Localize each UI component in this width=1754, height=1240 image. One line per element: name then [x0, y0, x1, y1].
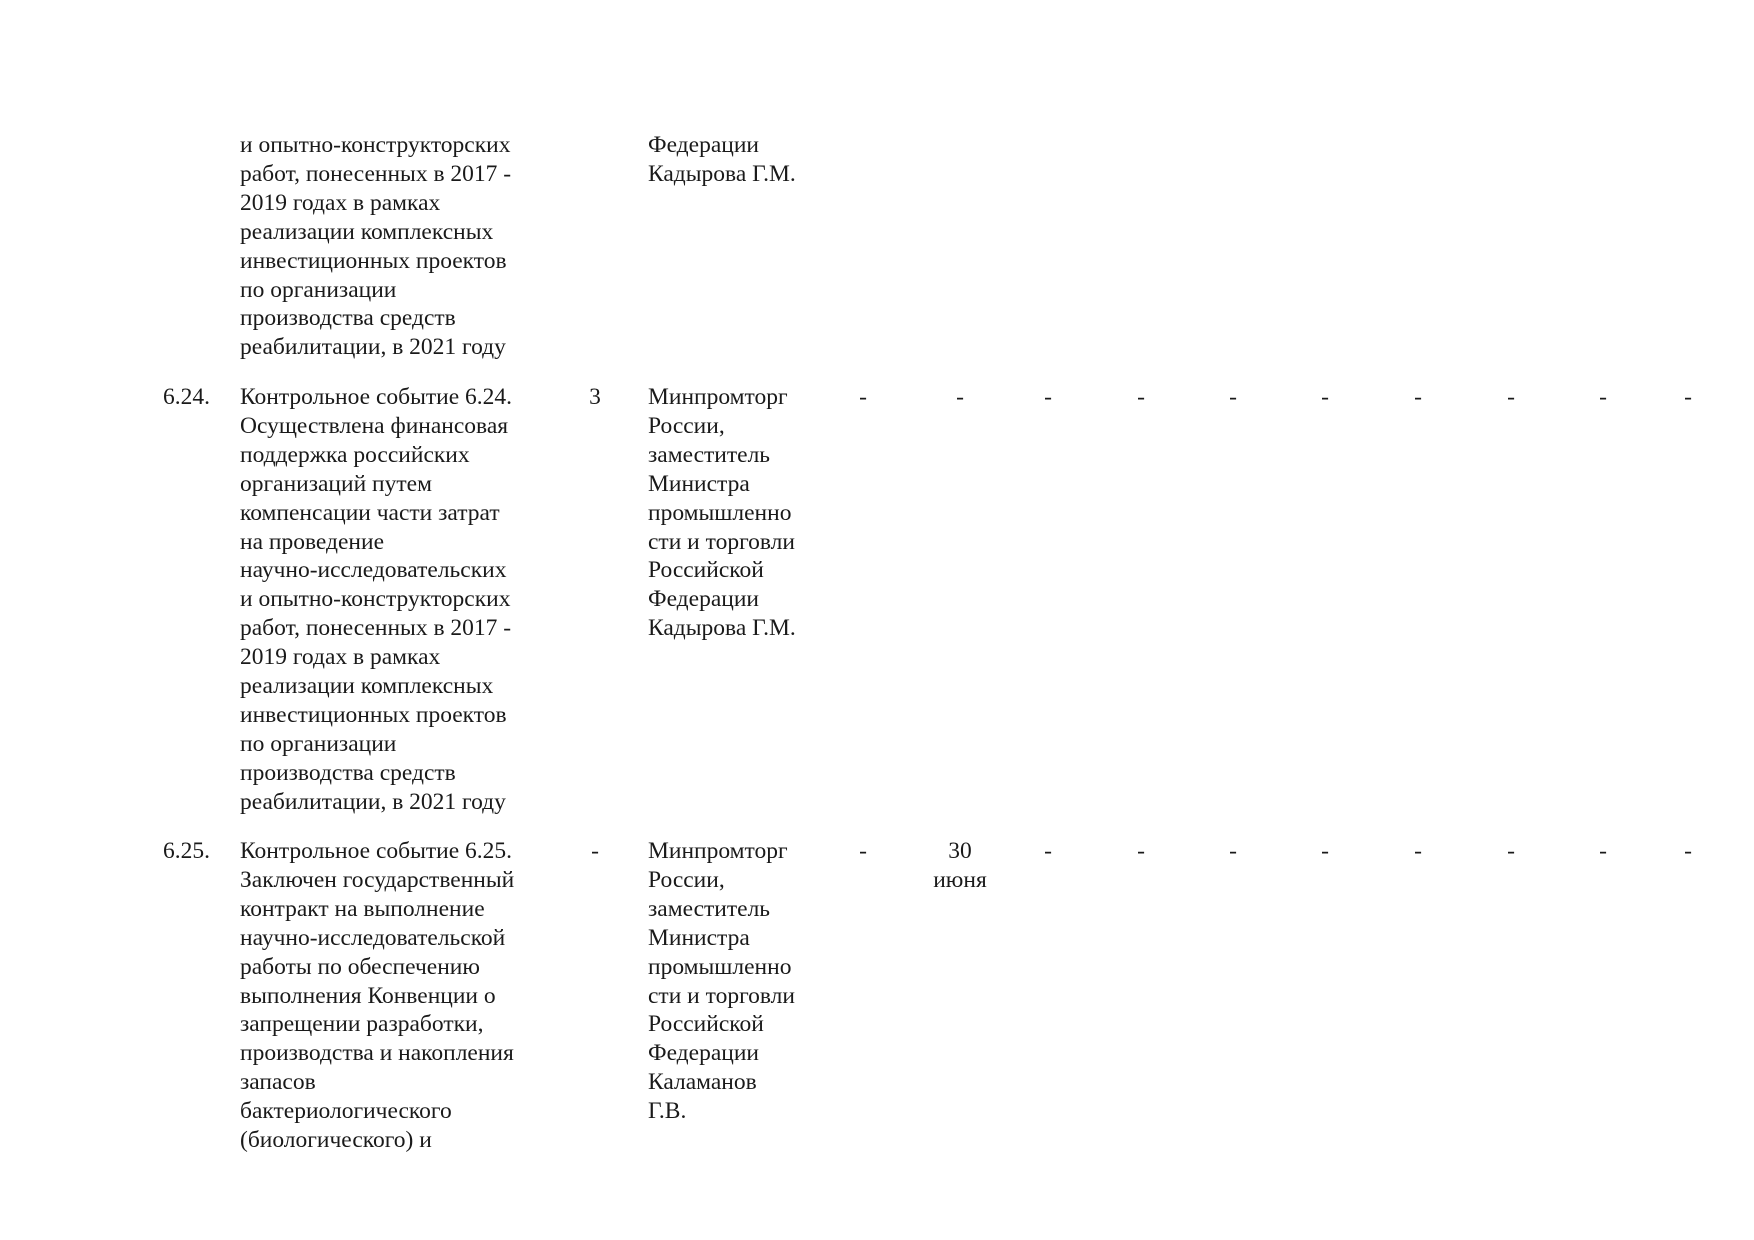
row-6-25-category: - [591, 838, 599, 864]
row-6-25-value-3: - [1044, 838, 1052, 864]
row-6-25-value-4: - [1137, 838, 1145, 864]
row-6-25-responsible: Минпромторг России, заместитель Министра промышленно сти и торговли Российской Федерации Каламанов Г.В. [648, 838, 795, 1125]
row-6-24-value-4: - [1137, 384, 1145, 410]
continued-row-responsible: Федерации Кадырова Г.М. [648, 132, 796, 187]
row-6-24-number: 6.24. [163, 384, 210, 410]
row-6-25-value-10: - [1684, 838, 1692, 864]
row-6-25-value-7: - [1414, 838, 1422, 864]
row-6-25-number: 6.25. [163, 838, 210, 864]
row-6-24-value-7: - [1414, 384, 1422, 410]
row-6-25-value-1: - [859, 838, 867, 864]
row-6-24-value-8: - [1507, 384, 1515, 410]
row-6-24-responsible: Минпромторг России, заместитель Министра промышленно сти и торговли Российской Федерации Кадырова Г.М. [648, 384, 796, 642]
row-6-24-value-5: - [1229, 384, 1237, 410]
row-6-24-value-9: - [1599, 384, 1607, 410]
row-6-25-value-6: - [1321, 838, 1329, 864]
row-6-24-description: Контрольное событие 6.24. Осуществлена финансовая поддержка российских организаций путем компенсации части затрат на проведение научно-исследовательских и опытно-конструкторских работ, понесенных в 2017 - 2019 годах в рамках реализации комплексных инвестиционных проектов по организации производства средств реабилитации, в 2021 году [240, 384, 513, 815]
row-6-24-value-1: - [859, 384, 867, 410]
row-6-25-value-5: - [1229, 838, 1237, 864]
row-6-24-category: 3 [589, 384, 601, 410]
row-6-24-value-10: - [1684, 384, 1692, 410]
continued-row-description: и опытно-конструкторских работ, понесенных в 2017 - 2019 годах в рамках реализации комплексных инвестиционных проектов по организации производства средств реабилитации, в 2021 году [240, 132, 512, 361]
row-6-24-value-2: - [956, 384, 964, 410]
row-6-24-value-3: - [1044, 384, 1052, 410]
row-6-25-value-8: - [1507, 838, 1515, 864]
row-6-24-value-6: - [1321, 384, 1329, 410]
row-6-25-value-9: - [1599, 838, 1607, 864]
row-6-25-value-2: 30 июня [933, 838, 987, 893]
row-6-25-description: Контрольное событие 6.25. Заключен государственный контракт на выполнение научно-исследовательской работы по обеспечению выполнения Конвенции о запрещении разработки, производства и накопления запасов бактериологического (биологического) и [240, 838, 515, 1154]
